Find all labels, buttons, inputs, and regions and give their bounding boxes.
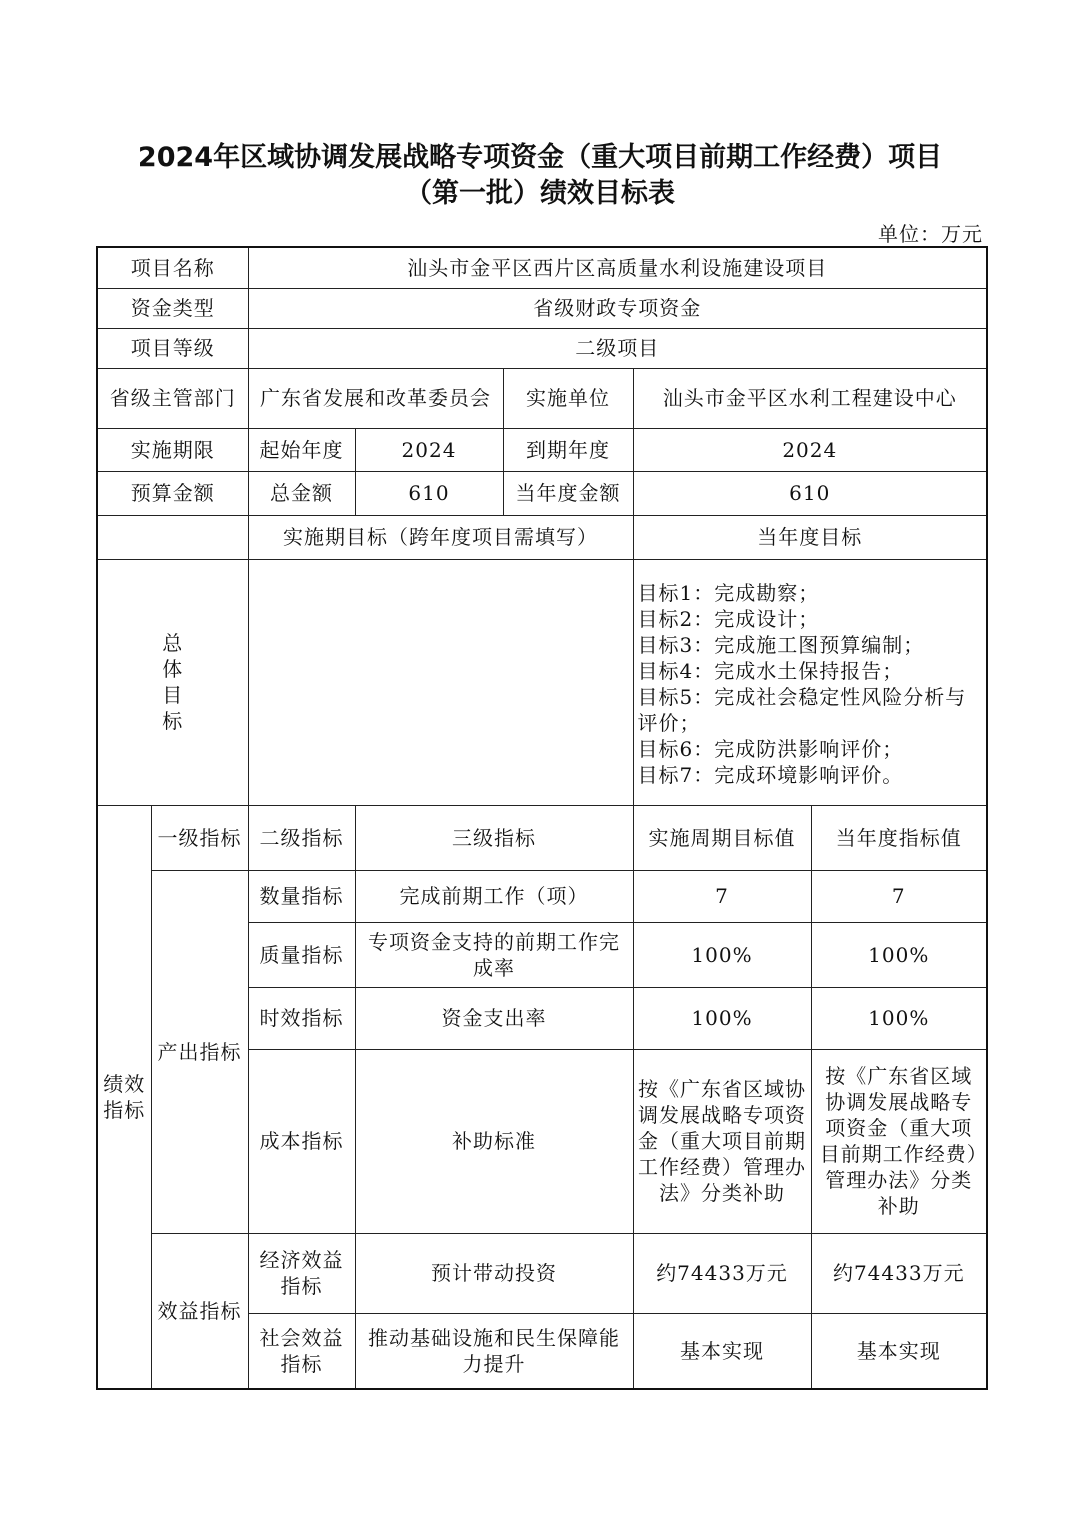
header-year-target: 当年度指标值 [811, 805, 987, 870]
period-target-cell: 按《广东省区域协调发展战略专项资金（重大项目前期工作经费）管理办法》分类补助 [633, 1049, 811, 1233]
project-name-label: 项目名称 [97, 247, 248, 288]
benefit-indicator-label: 效益指标 [151, 1233, 248, 1389]
period-target-cell: 100% [633, 987, 811, 1049]
total-value: 610 [355, 471, 503, 515]
header-period-target: 实施周期目标值 [633, 805, 811, 870]
row-project-level [97, 328, 987, 368]
level3-cell: 专项资金支持的前期工作完成率 [355, 922, 633, 987]
overall-goal-label: 总 体 目 标 [97, 559, 248, 805]
year-goal-item: 目标6：完成防洪影响评价； [637, 736, 904, 761]
level2-cell: 数量指标 [248, 870, 355, 922]
year-goal-item: 目标2：完成设计； [637, 606, 820, 631]
year-target-cell: 约74433万元 [811, 1233, 987, 1313]
level3-cell: 资金支出率 [355, 987, 633, 1049]
dept-value: 广东省发展和改革委员会 [248, 368, 503, 428]
level2-cell: 质量指标 [248, 922, 355, 987]
year-goal-item: 目标3：完成施工图预算编制； [637, 632, 925, 657]
level3-cell: 完成前期工作（项） [355, 870, 633, 922]
row-department [97, 368, 987, 428]
row-budget [97, 471, 987, 515]
impl-unit-value: 汕头市金平区水利工程建设中心 [633, 368, 987, 428]
level2-cell: 时效指标 [248, 987, 355, 1049]
year-target-cell: 基本实现 [811, 1313, 987, 1389]
row-period [97, 428, 987, 471]
year-target-cell: 100% [811, 987, 987, 1049]
start-year-value: 2024 [355, 428, 503, 471]
dept-label: 省级主管部门 [97, 368, 248, 428]
level2-cell: 经济效益指标 [248, 1233, 355, 1313]
header-level3: 三级指标 [355, 805, 633, 870]
period-target-cell: 基本实现 [633, 1313, 811, 1389]
period-target-cell: 约74433万元 [633, 1233, 811, 1313]
period-goal-header: 实施期目标（跨年度项目需填写） [248, 515, 633, 559]
year-target-cell: 100% [811, 922, 987, 987]
table-row [97, 870, 987, 922]
year-target-cell: 7 [811, 870, 987, 922]
year-goal-item: 目标4：完成水土保持报告； [637, 658, 904, 683]
level3-cell: 预计带动投资 [355, 1233, 633, 1313]
header-level2: 二级指标 [248, 805, 355, 870]
row-fund-type [97, 288, 987, 328]
title-line-2: （第一批）绩效目标表 [405, 178, 675, 209]
total-label: 总金额 [248, 471, 355, 515]
year-goal-item: 目标7：完成环境影响评价。 [637, 762, 904, 787]
period-target-cell: 7 [633, 870, 811, 922]
year-goal-item: 目标5：完成社会稳定性风险分析与评价； [637, 684, 967, 735]
table-row [97, 1233, 987, 1313]
period-goal-value [248, 559, 633, 805]
page-title [0, 140, 1080, 212]
start-year-label: 起始年度 [248, 428, 355, 471]
end-year-label: 到期年度 [503, 428, 633, 471]
perf-indicator-label: 绩效 指标 [97, 805, 151, 1389]
row-goal-headers [97, 515, 987, 559]
year-goals-list [633, 559, 987, 805]
output-indicator-label: 产出指标 [151, 870, 248, 1233]
period-target-cell: 100% [633, 922, 811, 987]
row-project-name [97, 247, 987, 288]
unit-label: 单位：万元 [878, 222, 983, 246]
title-line-1: 2024年区域协调发展战略专项资金（重大项目前期工作经费）项目 [137, 142, 943, 173]
level2-cell: 成本指标 [248, 1049, 355, 1233]
row-overall-goals [97, 559, 987, 805]
project-name-value: 汕头市金平区西片区高质量水利设施建设项目 [248, 247, 987, 288]
year-goal-item: 目标1：完成勘察； [637, 580, 820, 605]
year-target-cell: 按《广东省区域协调发展战略专项资金（重大项目前期工作经费）管理办法》分类补助 [811, 1049, 987, 1233]
project-level-label: 项目等级 [97, 328, 248, 368]
level3-cell: 补助标准 [355, 1049, 633, 1233]
impl-unit-label: 实施单位 [503, 368, 633, 428]
header-level1: 一级指标 [151, 805, 248, 870]
year-goal-header: 当年度目标 [633, 515, 987, 559]
end-year-value: 2024 [633, 428, 987, 471]
period-label: 实施期限 [97, 428, 248, 471]
level3-cell: 推动基础设施和民生保障能力提升 [355, 1313, 633, 1389]
performance-table [96, 246, 988, 1390]
level2-cell: 社会效益指标 [248, 1313, 355, 1389]
fund-type-value: 省级财政专项资金 [248, 288, 987, 328]
row-indicator-headers [97, 805, 987, 870]
budget-label: 预算金额 [97, 471, 248, 515]
current-year-amount-value: 610 [633, 471, 987, 515]
goal-header-blank [97, 515, 248, 559]
fund-type-label: 资金类型 [97, 288, 248, 328]
project-level-value: 二级项目 [248, 328, 987, 368]
current-year-amount-label: 当年度金额 [503, 471, 633, 515]
